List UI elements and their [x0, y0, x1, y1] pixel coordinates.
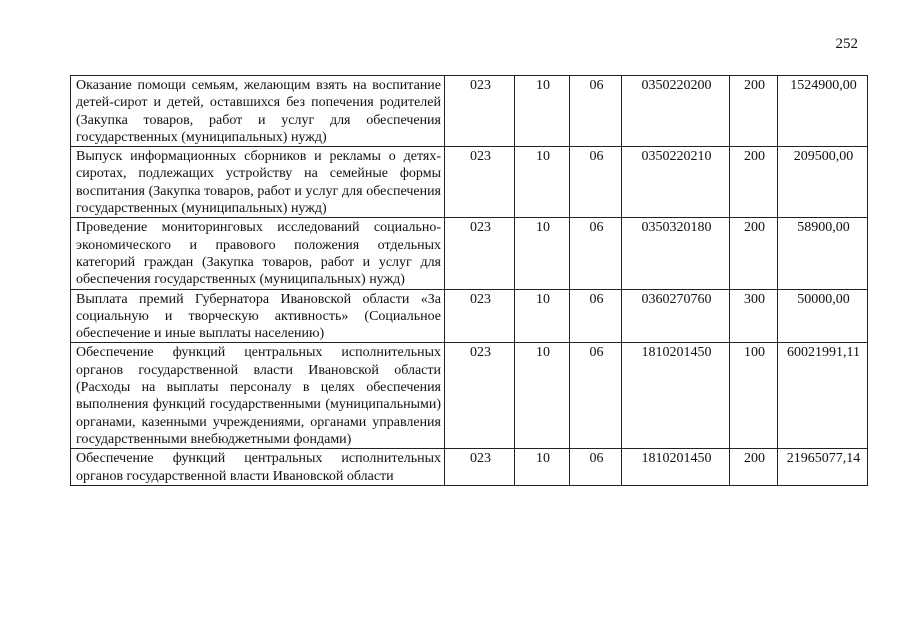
section-code: 10 [515, 343, 570, 449]
row-description: Оказание помощи семьям, желающим взять на воспитание детей-сирот и детей, оставшихся без попечения родителей (Закупка товаров, работ и услуг для обеспечения государственных (муниципальных) нужд) [71, 76, 445, 147]
expense-type-code: 200 [730, 147, 778, 218]
expense-type-code: 200 [730, 449, 778, 486]
table-row [71, 218, 868, 289]
expense-type-code: 100 [730, 343, 778, 449]
subsection-code: 06 [570, 218, 622, 289]
amount: 1524900,00 [778, 76, 868, 147]
page-number: 252 [835, 36, 858, 52]
amount: 21965077,14 [778, 449, 868, 486]
ministry-code: 023 [445, 289, 515, 343]
table-row [71, 289, 868, 343]
table-row [71, 343, 868, 449]
ministry-code: 023 [445, 218, 515, 289]
amount: 209500,00 [778, 147, 868, 218]
subsection-code: 06 [570, 76, 622, 147]
subsection-code: 06 [570, 449, 622, 486]
target-article-code: 1810201450 [622, 449, 730, 486]
target-article-code: 1810201450 [622, 343, 730, 449]
section-code: 10 [515, 147, 570, 218]
section-code: 10 [515, 76, 570, 147]
amount: 60021991,11 [778, 343, 868, 449]
expense-type-code: 300 [730, 289, 778, 343]
amount: 50000,00 [778, 289, 868, 343]
table-row [71, 76, 868, 147]
ministry-code: 023 [445, 449, 515, 486]
expense-type-code: 200 [730, 76, 778, 147]
section-code: 10 [515, 218, 570, 289]
subsection-code: 06 [570, 289, 622, 343]
section-code: 10 [515, 289, 570, 343]
row-description: Обеспечение функций центральных исполнительных органов государственной власти Ивановской области (Расходы на выплаты персоналу в целях обеспечения выполнения функций государственными (муниципальными) органами, казенными учреждениями, органами управления государственными внебюджетными фондами) [71, 343, 445, 449]
row-description: Проведение мониторинговых исследований социально-экономического и правового положения отдельных категорий граждан (Закупка товаров, работ и услуг для обеспечения государственных (муниципальных) нужд) [71, 218, 445, 289]
target-article-code: 0350220200 [622, 76, 730, 147]
subsection-code: 06 [570, 147, 622, 218]
ministry-code: 023 [445, 147, 515, 218]
target-article-code: 0350220210 [622, 147, 730, 218]
row-description: Выплата премий Губернатора Ивановской области «За социальную и творческую активность» (Социальное обеспечение и иные выплаты населению) [71, 289, 445, 343]
subsection-code: 06 [570, 343, 622, 449]
table-row [71, 449, 868, 486]
target-article-code: 0350320180 [622, 218, 730, 289]
row-description: Обеспечение функций центральных исполнительных органов государственной власти Ивановской области [71, 449, 445, 486]
row-description: Выпуск информационных сборников и рекламы о детях-сиротах, подлежащих устройству на семейные формы воспитания (Закупка товаров, работ и услуг для обеспечения государственных (муниципальных) нужд) [71, 147, 445, 218]
target-article-code: 0360270760 [622, 289, 730, 343]
section-code: 10 [515, 449, 570, 486]
amount: 58900,00 [778, 218, 868, 289]
budget-table [70, 75, 868, 486]
table-row [71, 147, 868, 218]
ministry-code: 023 [445, 76, 515, 147]
ministry-code: 023 [445, 343, 515, 449]
expense-type-code: 200 [730, 218, 778, 289]
